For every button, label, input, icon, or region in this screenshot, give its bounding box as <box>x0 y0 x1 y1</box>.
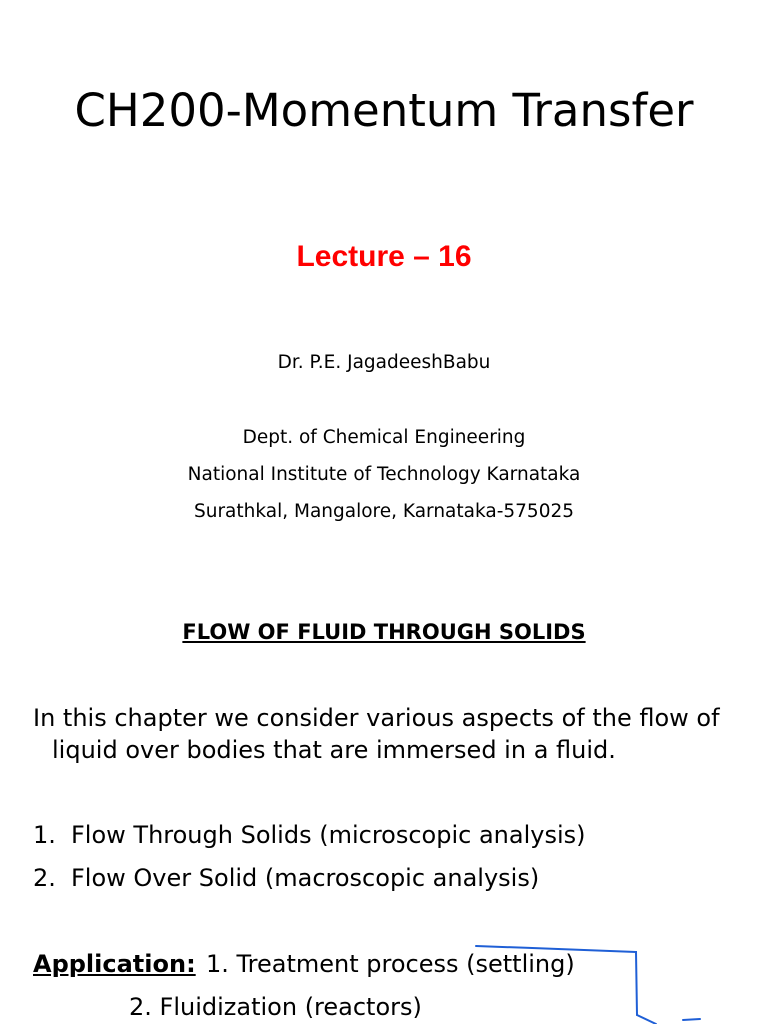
annotation-stroke <box>637 1015 656 1024</box>
department: Dept. of Chemical Engineering <box>242 427 526 448</box>
list-item-text: Flow Over Solid (macroscopic analysis) <box>71 864 540 892</box>
list-item-number: 1. <box>33 821 56 849</box>
application-item-1: 1. Treatment process (settling) <box>206 950 575 978</box>
author-name: Dr. P.E. JagadeeshBabu <box>277 352 491 373</box>
list-item-number: 2. <box>33 864 56 892</box>
list-item <box>33 864 539 892</box>
institute: National Institute of Technology Karnataka <box>187 464 581 485</box>
section-heading: FLOW OF FLUID THROUGH SOLIDS <box>182 620 586 644</box>
slide-title: CH200-Momentum Transfer <box>74 84 694 137</box>
application-item-2: 2. Fluidization (reactors) <box>129 993 422 1021</box>
address: Surathkal, Mangalore, Karnataka-575025 <box>193 501 575 522</box>
application-label: Application: <box>33 950 196 978</box>
list-item <box>33 821 586 849</box>
lecture-number: Lecture – 16 <box>296 240 472 273</box>
intro-line-1: In this chapter we consider various aspects of the flow of <box>33 704 720 732</box>
list-item-text: Flow Through Solids (microscopic analysis) <box>71 821 586 849</box>
intro-line-2: liquid over bodies that are immersed in a fluid. <box>52 736 616 764</box>
annotation-stroke <box>683 1019 700 1020</box>
